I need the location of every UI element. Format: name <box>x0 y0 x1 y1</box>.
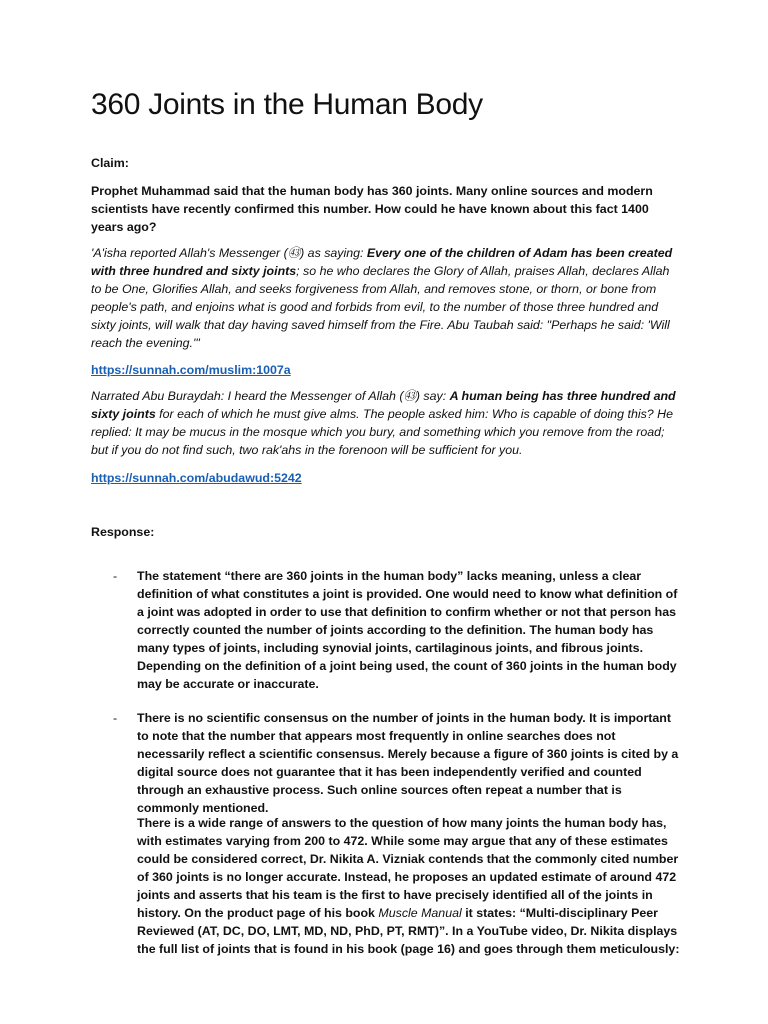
paragraph-before-book: There is a wide range of answers to the question of how many joints the human body has, with estimates varying from 200 to 472. While some may argue that any of these estimates could be considered correct, Dr. Nikita A. Vizniak contends that the commonly cited number of 360 joints is no longer accurate. Instead, he proposes an updated estimate of around 472 joints and asserts that his team is the first to have precisely identified all of the joints in history. On the product page of his book <box>137 816 679 920</box>
claim-heading: Claim: <box>91 156 129 170</box>
hadith-2-bold: A human being has three hundred and sixty joints <box>91 389 676 421</box>
bullet-marker-1: - <box>113 569 118 583</box>
hadith-2-rest: for each of which he must give alms. The people asked him: Who is capable of doing this? He replied: It may be mucus in the mosque which you bury, and something which you remove from the road; but if you do not find such, two rak'ahs in the forenoon will be sufficient for you. <box>91 407 673 457</box>
paragraph-after-book: it states: “Multi-disciplinary Peer Reviewed (AT, DC, DO, LMT, MD, ND, PhD, PT, RMT)”. In a YouTube video, Dr. Nikita displays the full list of joints that is found in his book (page 16) and goes through them meticulously: <box>137 906 680 956</box>
page-title: 360 Joints in the Human Body <box>91 88 483 121</box>
bullet-marker-2: - <box>113 711 118 725</box>
hadith-1-rest: ; so he who declares the Glory of Allah, praises Allah, declares Allah to be One, Glorifies Allah, and seeks forgiveness from Allah, and removes stone, or thorn, or bone from people's path, and enjoins what is good and forbids from evil, to the number of those three hundred and sixty joints, will walk that day having saved himself from the Fire. Abu Taubah said: "Perhaps he said: 'Will reach the evening.'" <box>91 264 670 350</box>
hadith-1-intro: 'A'isha reported Allah's Messenger (㊸) as saying: <box>91 246 367 260</box>
hadith-2-intro: Narrated Abu Buraydah: I heard the Messenger of Allah (㊸) say: <box>91 389 450 403</box>
hadith-2-link[interactable]: https://sunnah.com/abudawud:5242 <box>91 471 302 485</box>
hadith-2-text <box>91 387 681 459</box>
hadith-2-link-line <box>91 469 681 487</box>
response-bullet-1: The statement “there are 360 joints in the human body” lacks meaning, unless a clear definition of what constitutes a joint is provided. One would need to know what definition of a joint was adopted in order to use that definition to confirm whether or not that person has correctly counted the number of joints according to the definition. The human body has many types of joints, including synovial joints, cartilaginous joints, and fibrous joints. Depending on the definition of a joint being used, the count of 360 joints in the human body may be accurate or inaccurate. <box>137 569 678 691</box>
hadith-1-link-line <box>91 361 681 379</box>
hadith-1-text <box>91 244 681 352</box>
hadith-1-bold: Every one of the children of Adam has been created with three hundred and sixty joints <box>91 246 673 278</box>
hadith-1-link[interactable]: https://sunnah.com/muslim:1007a <box>91 363 291 377</box>
response-bullet-2: There is no scientific consensus on the number of joints in the human body. It is important to note that the number that appears most frequently in online searches does not necessarily reflect a scientific consensus. Merely because a figure of 360 joints is cited by a digital source does not guarantee that it has been independently verified and counted through an exhaustive process. Such online sources often repeat a number that is commonly mentioned. <box>137 711 679 815</box>
response-paragraph-joints-estimate <box>137 814 681 958</box>
claim-text: Prophet Muhammad said that the human body has 360 joints. Many online sources and modern scientists have recently confirmed this number. How could he have known about this fact 1400 years ago? <box>91 184 653 234</box>
book-title: Muscle Manual <box>378 906 462 920</box>
response-heading: Response: <box>91 525 155 539</box>
